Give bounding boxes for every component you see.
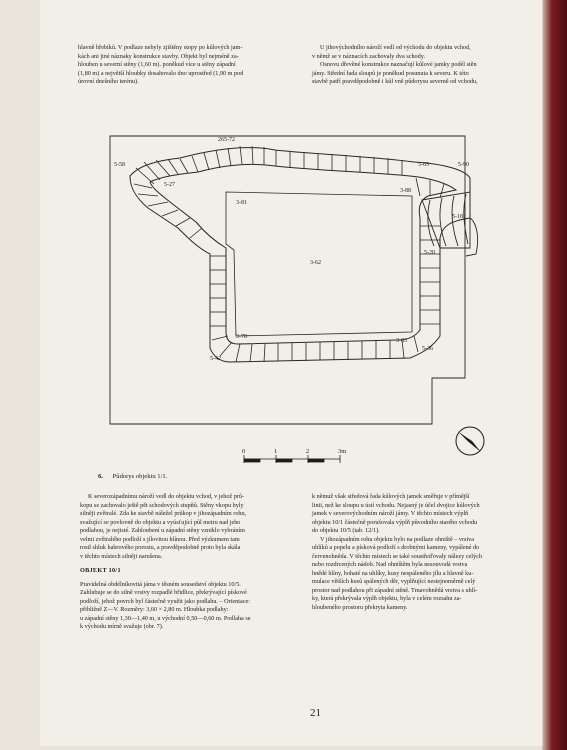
top-right-column	[312, 44, 532, 87]
text-line: velmi zvětralého podloží s jílovitou hlínou. Před výzkumem tam	[80, 535, 240, 543]
text-line: k východu mírně svažuje (obr. 7).	[80, 623, 164, 630]
text-line: úrovní dnešního terénu).	[78, 78, 139, 85]
scale-tick-0: 0	[242, 448, 246, 455]
bottom-left-column	[80, 493, 296, 632]
top-left-column	[78, 44, 296, 87]
text-line: uhlíků a popelu a písková podloží s drobnými kameny, vypálené do	[312, 544, 480, 551]
scale-bar	[238, 445, 358, 471]
label-3-88: 3-88	[400, 188, 411, 194]
scale-tick-3m: 3m	[338, 448, 347, 455]
text-line: Osnovu dřevěné konstrukce naznačují kůlové jamky podél stěn	[320, 61, 477, 68]
pit-wall-hatching	[134, 146, 444, 362]
text-line: prostor nad podlahou při západní stěně. Tmavohnědá vrstva s uhlí-	[312, 586, 478, 594]
top-right-paragraph-1	[312, 44, 532, 61]
text-line: objektu 10/1 částečně porušovala výplň původního starého vchodu	[312, 518, 478, 526]
text-line: Pravidelná obdélníkovitá jáma v těsném sousedství objektu 10/5.	[80, 580, 241, 588]
scale-tick-2: 2	[306, 448, 310, 455]
text-line: jámy. Střední řada sloupů je poněkud posunuta k severu. K této	[312, 69, 469, 77]
text-line: nebo rozdrcených nádob. Nad ohništěm byla nesouvodá vrstva	[312, 561, 468, 568]
text-line: podloží, jehož povrch byl částečně využit jako podlahu. – Orientace:	[80, 597, 250, 605]
text-line: (1,80 m) a největší hloubky dosahovalo dno uprostřed (1,90 m pod	[78, 69, 244, 77]
scale-tick-1: 1	[274, 448, 278, 455]
bottom-right-paragraph-1	[312, 493, 532, 536]
ground-plan-figure	[70, 126, 480, 436]
text-line: K severozápadnímu nároží vedl do objektu vchod, v jehož prů-	[88, 493, 245, 500]
text-line: přibližně Z—V. Rozměry: 3,60 × 2,80 m. Hloubka podlahy:	[80, 606, 229, 613]
figure-number: 6.	[98, 473, 103, 480]
text-line: do objektu 10/5 (tab. 12/1).	[312, 527, 380, 534]
text-line: hloubeného prostoru překryta kameny.	[312, 603, 408, 611]
text-line: kopu se zachovalo ještě pět schodových stupňů. Stěny vkopu byly	[80, 501, 244, 509]
bottom-left-paragraph-2	[80, 581, 296, 632]
north-arrow-icon	[452, 423, 488, 459]
text-line: U jihovýchodního nároží vedl od východu do objektu vchod,	[320, 44, 471, 51]
page-number: 21	[310, 707, 321, 719]
text-line: jamek v severovýchodním nároží jámy. V těchto místech výplň	[312, 510, 469, 517]
label-5-90: 5-90	[458, 162, 469, 168]
label-5-58: 5-58	[114, 162, 125, 168]
text-line: rostl shluk habrového porostu, a pravděpodobně proto byla skála	[80, 544, 241, 551]
top-left-paragraph	[78, 44, 296, 87]
text-line: červenohněda. V těchto místech se také soustřeďovaly nálezy celých	[312, 552, 482, 560]
text-line: hlavně hřebíků. V podlaze nebyly zjištěny stopy po kůlových jam-	[78, 44, 243, 51]
text-line: Zahlubuje se do silně vrstvy rozpadlé břidlice, překrývající pískové	[80, 589, 247, 596]
top-right-paragraph-2	[312, 61, 532, 87]
figure-caption	[98, 473, 167, 480]
text-line: v němž se v náznacích zachovaly dva schody.	[312, 52, 425, 60]
text-line: k němuž však středová řada kůlových jamek směřuje v přímější	[312, 493, 470, 500]
label-5-27: 5-27	[164, 182, 175, 188]
text-line: ky, která překrývala výplň objektu, byla v celém rozsahu za-	[312, 595, 462, 602]
text-line: svažující se povlovně do objektu a vyúsťující půl metru nad jeho	[80, 518, 241, 526]
bottom-right-column	[312, 493, 532, 612]
section-heading-objekt-10-1: OBJEKT 10/1	[80, 567, 121, 574]
text-line: mulace větších kusů spálených děr, vyplňující nestejnoměrně celý	[312, 578, 476, 585]
book-spine-edge	[542, 0, 567, 750]
label-5-18: 5-18	[452, 214, 463, 220]
plan-elevation-labels	[114, 137, 469, 362]
label-5-36: 5-36	[422, 346, 433, 352]
text-line: hnědé hlíny, bohaté na uhlíky, kusy nespáleného jílu a hlavně ku-	[312, 569, 474, 577]
label-5-20: 5-20	[424, 250, 435, 256]
text-line: linii, než ke sloupu u ústí vchodu. Nejasný je účel dvojice kůlových	[312, 501, 480, 509]
label-3-62: 3-62	[310, 260, 321, 266]
text-line: silněji zvětralé. Zda ke stavbě náležel průkop v jihozápadním rohu,	[80, 510, 247, 517]
text-line: hlouben u severní stěny (1,60 m). poněkud více u stěny západní	[78, 61, 236, 68]
label-5-42: 5-42	[210, 356, 221, 362]
text-line: kách ani jiné náznaky konstrukce stavby. Objekt byl nejméně za-	[78, 52, 239, 60]
text-line: v těchto místech silněji narušena.	[80, 552, 163, 560]
label-3-78: 3-78	[236, 334, 247, 340]
text-line: stavbě patří pravděpodobně i kůl vně půdorysu severně od vchodu,	[312, 78, 478, 85]
pit-outline	[130, 148, 470, 362]
text-line: V jihozápadním rohu objektu bylo na podlaze ohniště – vrstva	[320, 535, 475, 543]
label-5-65: 5-65	[418, 162, 429, 168]
label-265-72: 265-72	[218, 137, 235, 143]
text-line: podlahou, je nejisté. Zahloubení u západní stěny vzniklo vybráním	[80, 527, 245, 534]
text-line: u západní stěny 1,30—1,40 m, u východní 0,50—0,60 m. Podlaha se	[80, 614, 251, 622]
figure-caption-text: Půdorys objektu 1/1.	[112, 473, 168, 480]
label-3-83: 3-83	[396, 338, 407, 344]
label-3-81: 3-81	[236, 200, 247, 206]
bottom-left-paragraph-1	[80, 493, 296, 561]
bottom-right-paragraph-2	[312, 536, 532, 613]
